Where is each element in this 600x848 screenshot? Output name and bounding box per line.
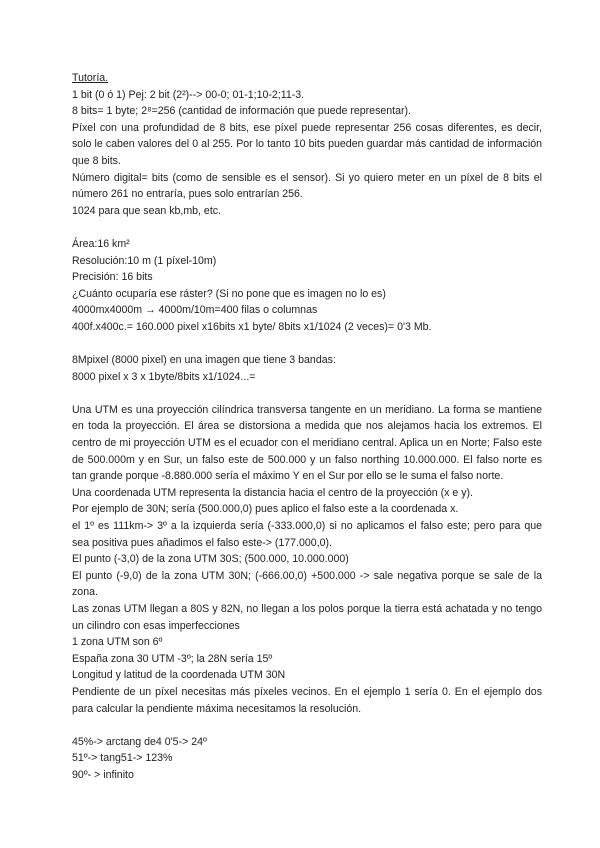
- text-line: 90º- > infinito: [72, 768, 134, 781]
- document-body: [72, 70, 542, 784]
- text-paragraph: Una UTM es una proyección cilíndrica transversa tangente en un meridiano. La forma se mantiene en toda la proyección. El área se distorsiona a medida que nos alejamos hacia los extremos. El centro de mi proyección UTM es el ecuador con el meridiano central. Aplica un en Norte; Falso este de 500.000m y en Sur, un falso este de 500.000 y un falso northing 10.000.000. El falso norte es tan grande porque -8.880.000 sería el máximo Y en el Sur por ello se le suma el falso norte.: [72, 403, 542, 483]
- text-paragraph: el 1º es 111km-> 3º a la izquierda sería (-333.000,0) si no aplicamos el falso este; pero para que sea positiva pues añadimos el falso este-> (177.000,0).: [72, 520, 542, 549]
- text-paragraph: Píxel con una profundidad de 8 bits, ese píxel puede representar 256 cosas diferentes, es decir, solo le caben valores del 0 al 255. Por lo tanto 10 bits pueden guardar más cantidad de información que 8 bits.: [72, 121, 542, 167]
- text-paragraph: Pendiente de un píxel necesitas más píxeles vecinos. En el ejemplo 1 sería 0. En el ejemplo dos para calcular la pendiente máxima necesitamos la resolución.: [72, 685, 542, 715]
- text-line: Longitud y latitud de la coordenada UTM 30N: [72, 669, 286, 682]
- text-line: ¿Cuánto ocuparía ese ráster? (Si no pone que es imagen no lo es): [72, 287, 386, 300]
- text-line: 8000 pixel x 3 x 1byte/8bits x1/1024...=: [72, 370, 256, 383]
- text-line: 8Mpixel (8000 pixel) en una imagen que tiene 3 bandas:: [72, 354, 336, 367]
- text-line: El punto (-3,0) de la zona UTM 30S; (500.000, 10.000.000): [72, 553, 349, 566]
- text-line: 8 bits= 1 byte; 2⁸=256 (cantidad de información que puede representar).: [72, 105, 411, 118]
- text-paragraph: El punto (-9,0) de la zona UTM 30N; (-666.00,0) +500.000 -> sale negativa porque se sale de la zona.: [72, 569, 542, 599]
- text-line: Por ejemplo de 30N; sería (500.000,0) pues aplico el falso este a la coordenada x.: [72, 503, 459, 516]
- text-line: Resolución:10 m (1 píxel-10m): [72, 254, 217, 267]
- paragraph-gap: [72, 219, 542, 236]
- text-line: 400f.x400c.= 160.000 pixel x16bits x1 byte/ 8bits x1/1024 (2 veces)= 0'3 Mb.: [72, 320, 432, 333]
- paragraph-gap: [72, 385, 542, 402]
- text-line: 1 bit (0 ó 1) Pej: 2 bit (2²)--> 00-0; 01-1;10-2;11-3.: [72, 88, 305, 101]
- text-line: 1024 para que sean kb,mb, etc.: [72, 204, 222, 217]
- paragraph-gap: [72, 336, 542, 353]
- text-line: Precisión: 16 bits: [72, 271, 153, 284]
- text-paragraph: Número digital= bits (como de sensible es el sensor). Si yo quiero meter en un píxel de 8 bits el número 261 no entraría, pues solo entrarían 256.: [72, 171, 542, 201]
- document-title: Tutoría.: [72, 72, 109, 84]
- text-line: 1 zona UTM son 6º: [72, 636, 163, 649]
- text-line: Una coordenada UTM representa la distancia hacia el centro de la proyección (x e y).: [72, 486, 474, 499]
- text-paragraph: Las zonas UTM llegan a 80S y 82N, no llegan a los polos porque la tierra está achatada y no tengo un cilindro con esas imperfecciones: [72, 603, 542, 632]
- text-line: Área:16 km²: [72, 237, 130, 250]
- text-line: España zona 30 UTM -3º; la 28N sería 15º: [72, 652, 273, 665]
- text-line: 51º-> tang51-> 123%: [72, 752, 173, 765]
- paragraph-gap: [72, 717, 542, 734]
- text-line: 45%-> arctang de4 0'5-> 24º: [72, 735, 207, 748]
- text-line: 4000mx4000m → 4000m/10m=400 filas o columnas: [72, 304, 318, 317]
